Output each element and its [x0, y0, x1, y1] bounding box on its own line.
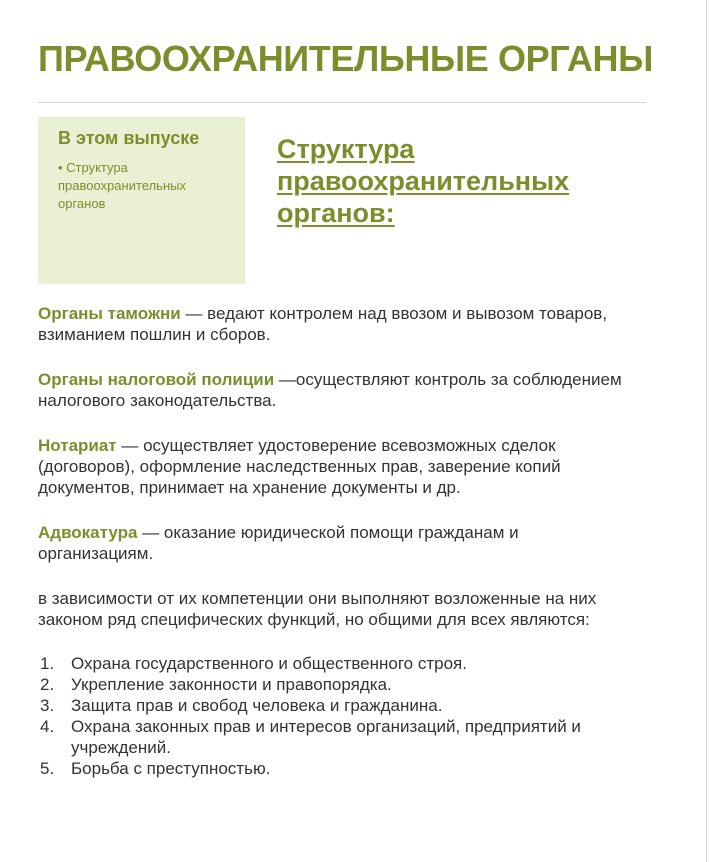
list-item-number: 5.: [40, 759, 55, 778]
definition-term: Органы таможни: [38, 304, 181, 323]
list-item: [38, 653, 638, 674]
list-item-text: Защита прав и свобод человека и гражданина.: [71, 696, 443, 715]
list-item-number: 4.: [40, 717, 55, 736]
definition-text: — осуществляет удостоверение всевозможных сделок (договоров), оформление наследственных прав, заверение копий документов, принимает на хранение документы и др.: [38, 436, 561, 497]
list-item: [38, 716, 638, 758]
definition-advocacy: [38, 522, 638, 564]
list-item-text: Охрана государственного и общественного строя.: [71, 654, 467, 673]
in-this-issue-item: • Структура правоохранительных органов: [58, 160, 186, 211]
list-item-number: 1.: [40, 654, 55, 673]
list-item: [38, 674, 638, 695]
list-item-text: Охрана законных прав и интересов организаций, предприятий и учреждений.: [71, 717, 581, 757]
definition-text: — оказание юридической помощи гражданам и организациям.: [38, 523, 519, 563]
in-this-issue-box: [38, 117, 245, 284]
list-item-number: 3.: [40, 696, 55, 715]
list-item: [38, 758, 638, 779]
article-body: [38, 303, 638, 779]
list-item: [38, 695, 638, 716]
title-divider: [38, 102, 646, 103]
definition-text: —осуществляют контроль за соблюдением налогового законодательства.: [38, 370, 622, 410]
in-this-issue-heading: В этом выпуске: [58, 128, 200, 148]
list-item-text: Укрепление законности и правопорядка.: [71, 675, 392, 694]
definition-customs: [38, 303, 638, 345]
section-heading: Структура правоохранительных органов:: [277, 134, 570, 228]
functions-intro: в зависимости от их компетенции они выполняют возложенные на них законом ряд специфических функций, но общими для всех являются:: [38, 589, 597, 629]
list-item-number: 2.: [40, 675, 55, 694]
functions-list: [38, 653, 638, 779]
definition-term: Органы налоговой полиции: [38, 370, 275, 389]
definition-term: Адвокатура: [38, 523, 138, 542]
definition-notary: [38, 435, 638, 498]
definition-term: Нотариат: [38, 436, 117, 455]
definition-text: — ведают контролем над ввозом и вывозом товаров, взиманием пошлин и сборов.: [38, 304, 608, 344]
page-edge: [706, 0, 707, 862]
definition-tax-police: [38, 369, 638, 411]
page-title: ПРАВООХРАНИТЕЛЬНЫЕ ОРГАНЫ: [38, 38, 653, 79]
list-item-text: Борьба с преступностью.: [71, 759, 271, 778]
